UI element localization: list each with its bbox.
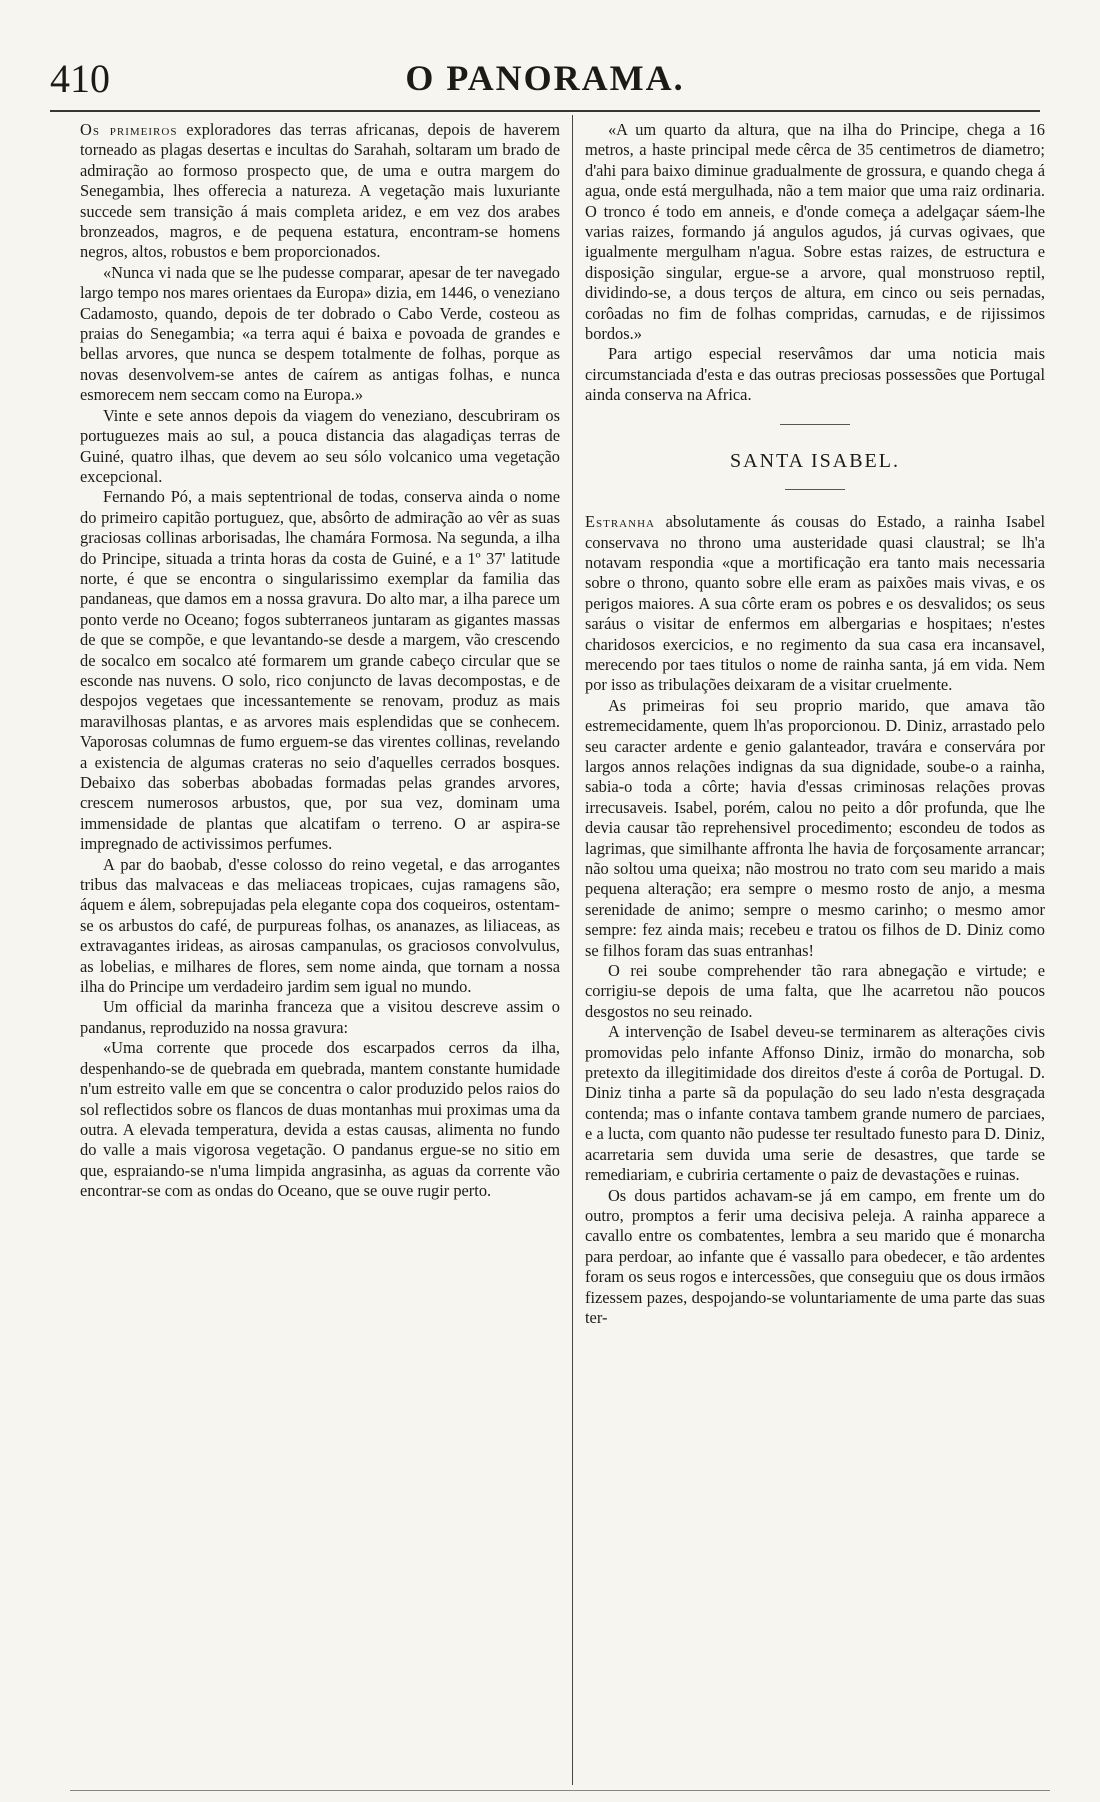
page-number: 410 — [50, 56, 110, 101]
title-rule — [785, 489, 845, 490]
paragraph: «Nunca vi nada que se lhe pudesse comparar, apesar de ter navegado largo tempo nos mares orientaes da Europa» dizia, em 1446, o veneziano Cadamosto, quando, depois de ter dobrado o Cabo Verde, costeou as praias do Senegambia; «a terra aqui é baixa e povoada de grandes e bellas arvores, que nunca se despem totalmente de folhas, porque as novas desenvolvem-se antes de caírem as antigas folhas, e nunca esmorecem nem seccam como na Europa.» — [80, 262, 560, 405]
paragraph-text: absolutamente ás cousas do Estado, a rainha Isabel conservava no throno uma austeridade quasi claustral; se lh'a notavam respondia «que a mortificação era tanto mais necessaria sobre o throno, quanto sobre elle eram as paixões mais vivas, e os perigos maiores. A sua côrte eram os pobres e os desvalidos; os seus saráus o visitar de enfermos em albergarias e hospitaes; n'estes charidosos exercicios, e no regimento da sua casa era incansavel, merecendo por taes titulos o nome de rainha santa, já em vida. Nem por isso as tribulações deixaram de a visitar cruelmente. — [585, 512, 1045, 695]
paragraph-lead: Estranha — [585, 512, 655, 532]
paragraph-lead: Os primeiros — [80, 120, 178, 139]
running-title: O PANORAMA. — [405, 58, 685, 98]
right-column — [585, 120, 1045, 1770]
section-separator — [780, 424, 850, 425]
paragraph: A par do baobab, d'esse colosso do reino vegetal, e das arrogantes tribus das malvaceas e das meliaceas tropicaes, cujas ramagens são, áquem e álem, sobrepujadas pela elegante copa dos coqueiros, ostentam-se os arbustos do café, de purpureas folhas, os ananazes, as liliaceas, as extravagantes irideas, as airosas campanulas, os graciosos convolvulus, as lobelias, e milhares de flores, sem nome ainda, que tornam a nossa ilha do Principe um verdadeiro jardim sem igual no mundo. — [80, 854, 560, 997]
paragraph: Para artigo especial reservâmos dar uma noticia mais circumstanciada d'esta e das outras preciosas possessões que Portugal ainda conserva na Africa. — [585, 344, 1045, 405]
paragraph — [80, 120, 560, 263]
bottom-rule — [70, 1790, 1050, 1791]
paragraph — [585, 512, 1045, 696]
header-rule — [50, 110, 1040, 112]
paragraph: A intervenção de Isabel deveu-se terminarem as alterações civis promovidas pelo infante Affonso Diniz, irmão do monarcha, sob pretexto da illegitimidade dos direitos d'este á corôa de Portugal. D. Diniz tinha a parte sã da população do seu lado n'esta desgraçada contenda; mas o infante contava tambem grande numero de parciaes, e a lucta, com quanto não pudesse ter resultado funesto para D. Diniz, acarretaria sem duvida uma serie de desastres, que tarde se remediariam, e cubriria certamente o paiz de devastações e ruinas. — [585, 1022, 1045, 1185]
column-divider — [572, 115, 573, 1785]
paragraph: «Uma corrente que procede dos escarpados cerros da ilha, despenhando-se de quebrada em quebrada, mantem constante humidade n'um estreito valle em que se concentra o calor produzido pelos raios do sol reflectidos sobre os flancos de duas montanhas mui proximas uma da outra. A elevada temperatura, devida a estas causas, alimenta no fundo do valle a mais vigorosa vegetação. O pandanus ergue-se no sitio em que, espraiando-se n'uma limpida angrasinha, as aguas da corrente vão encontrar-se com as ondas do Oceano, que se ouve rugir perto. — [80, 1038, 560, 1201]
paragraph: Um official da marinha franceza que a visitou descreve assim o pandanus, reproduzido na nossa gravura: — [80, 997, 560, 1037]
paragraph: Os dous partidos achavam-se já em campo, em frente um do outro, promptos a ferir uma decisiva peleja. A rainha apparece a cavallo entre os combatentes, lembra a seu marido que é monarcha para perdoar, ao infante que é vassallo para obedecer, e tão ardentes foram os seus rogos e intercessões, que conseguiu que os dous irmãos fizessem pazes, despojando-se voluntariamente de uma parte das suas ter- — [585, 1185, 1045, 1327]
section-title: SANTA ISABEL. — [730, 449, 900, 472]
paragraph: Fernando Pó, a mais septentrional de todas, conserva ainda o nome do primeiro capitão portuguez, que, absôrto de admiração ao vêr as suas graciosas collinas arborisadas, lhe chamára Formosa. Na segunda, a ilha do Principe, situada a trinta horas da costa de Guiné, e a 1º 37' latitude norte, é que se encontra o singularissimo exemplar da familia das pandaneas, que damos em a nossa gravura. Do alto mar, a ilha parece um ponto verde no Oceano; fogos subterraneos juntaram as gigantes massas de que se compõe, e que levantando-se desde a margem, vão crescendo de socalco em socalco até formarem um grande cabeço circular que se esconde nas nuvens. O solo, rico conjuncto de lavas decompostas, e de despojos vegetaes que incessantemente se renovam, produz as mais maravilhosas plantas, e as arvores mais esplendidas que se conhecem. Vaporosas columnas de fumo erguem-se das virentes collinas, revelando a existencia de algumas crateras no seio d'aquelles cerrados bosques. Debaixo das soberbas abobadas formadas pelas grandes arvores, crescem numerosos arbustos, que, por sua vez, dominam uma immensidade de plantas que alcatifam o terreno. O ar aspira-se impregnado de activissimos perfumes. — [80, 487, 560, 854]
page-header — [40, 55, 1050, 115]
paragraph: O rei soube comprehender tão rara abnegação e virtude; e corrigiu-se depois de uma falta, que lhe acarretou não poucos desgostos no seu reinado. — [585, 961, 1045, 1021]
left-column — [80, 120, 560, 1770]
paragraph: As primeiras foi seu proprio marido, que amava tão estremecidamente, quem lh'as proporcionou. D. Diniz, arrastado pelo seu caracter ardente e genio galanteador, travára e conservára por largos annos relações indignas da sua dignidade, soube-o a rainha, sabia-o toda a côrte; havia d'essas criminosas relações provas irrecusaveis. Isabel, porém, calou no peito a dôr profunda, que lhe devia causar tão reprehensivel procedimento; escondeu de todos as lagrimas, que similhante affronta lhe havia de forçosamente arrancar; não soltou uma queixa; não mostrou no trato com seu marido a mais pequena alteração; era sempre o mesmo rosto de anjo, a mesma serenidade de animo; sempre o mesmo carinho; o mesmo amor sempre: fez ainda mais; recebeu e tratou os filhos de D. Diniz como se filhos foram das suas entranhas! — [585, 695, 1045, 960]
paragraph: «A um quarto da altura, que na ilha do Principe, chega a 16 metros, a haste principal mede cêrca de 35 centimetros de diametro; d'ahi para baixo diminue gradualmente de grossura, e quando chega á agua, onde está mergulhada, não a tem maior que uma raiz ordinaria. O tronco é todo em anneis, e d'onde começa a adelgaçar sáem-lhe varias raizes, formando já angulos agudos, já curvas ogivaes, que igualmente mergulham n'agua. Sobre estas raizes, de estructura e disposição singular, ergue-se a arvore, qual monstruoso reptil, dividindo-se, a dous terços de altura, em cinco ou seis pernadas, corôadas no fim de folhas compridas, carnudas, e de rijissimos bordos.» — [585, 120, 1045, 344]
paragraph-text: exploradores das terras africanas, depois de haverem torneado as plagas desertas e incultas do Sarahah, soltaram um brado de admiração ao formoso prospecto que, de uma e outra margem do Senegambia, lhes offerecia a natureza. A vegetação mais luxuriante succede sem transição á mais completa aridez, e em vez dos arabes bronzeados, magros, e de pequena estatura, encontram-se homens negros, altos, robustos e bem proporcionados. — [80, 120, 560, 262]
paragraph: Vinte e sete annos depois da viagem do veneziano, descubriram os portuguezes mais ao sul, a pouca distancia das alagadiças terras de Guiné, quatro ilhas, que devem ao seu sólo volcanico uma vegetação excepcional. — [80, 405, 560, 486]
